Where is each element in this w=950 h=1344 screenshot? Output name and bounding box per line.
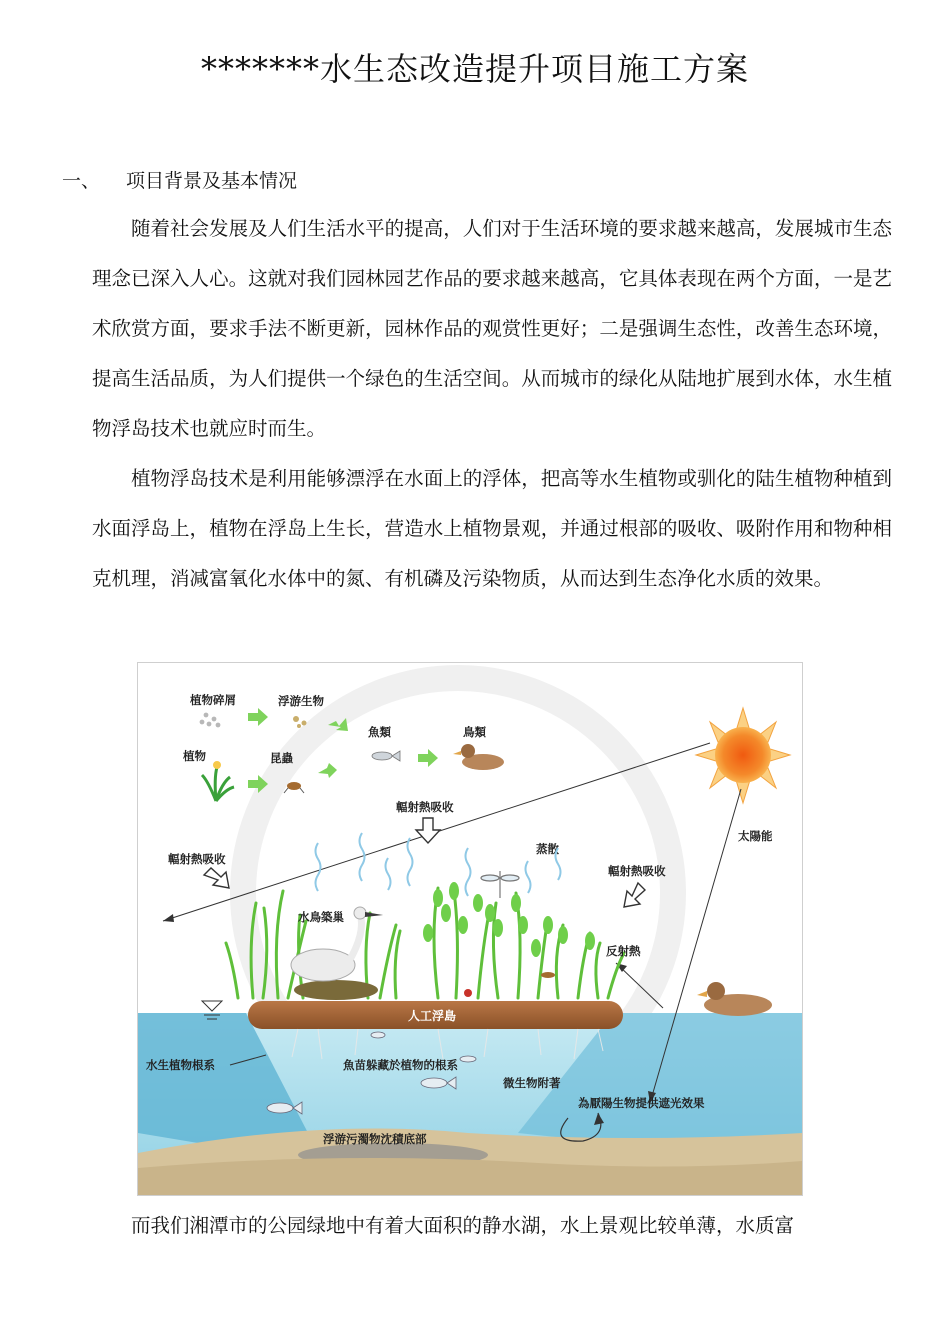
duck-icon-small [453,744,504,770]
label-insects: 昆蟲 [270,751,293,765]
label-evaporation: 蒸散 [536,842,559,856]
label-floating-island: 人工浮島 [408,1009,457,1023]
label-fry-hide: 魚苗躲藏於植物的根系 [343,1058,458,1072]
floating-island-ecosystem-diagram [137,662,803,1196]
radiant-arrow-right [624,883,645,907]
duck-icon-water [697,982,772,1016]
label-shade-effect: 為厭陽生物提供遮光效果 [578,1096,705,1110]
section-heading [62,166,297,193]
label-microbes: 微生物附著 [503,1076,561,1090]
cricket-icon [541,972,555,978]
paragraph-xiangtan-lakes: 而我们湘潭市的公园绿地中有着大面积的静水湖，水上景观比较单薄，水质富 [131,1214,795,1237]
label-radiant-heat-left: 輻射熱吸收 [168,852,226,866]
label-radiant-heat-top: 輻射熱吸收 [396,800,454,814]
bird-nest [294,980,378,1000]
fish-icon [372,751,400,761]
plant-leaves [423,882,595,957]
label-plant-debris: 植物碎屑 [190,693,236,707]
label-sediment: 浮游污濁物沈積底部 [323,1132,427,1146]
label-radiant-heat-right: 輻射熱吸收 [608,864,666,878]
label-reflected-heat: 反射熱 [606,944,641,958]
plant-icon [202,767,234,801]
ladybug-icon [464,989,472,997]
sun-icon [696,708,790,803]
label-bird-nest: 水鳥築巢 [298,910,344,924]
label-plankton: 浮游生物 [278,694,324,708]
label-fish: 魚類 [368,725,391,739]
section-number: 一、 [62,170,101,192]
paragraph-floating-island-tech: 植物浮岛技术是利用能够漂浮在水面上的浮体，把高等水生植物或驯化的陆生植物种植到水面浮岛上，植物在浮岛上生长，营造水上植物景观，并通过根部的吸收、吸附作用和物种相克机理，消减富氧化水体中的氮、有机磷及污染物质，从而达到生态净化水质的效果。 [92,467,892,590]
radiant-arrow-top [416,818,440,843]
section-title: 项目背景及基本情况 [126,170,298,192]
paragraph-background: 随着社会发展及人们生活水平的提高，人们对于生活环境的要求越来越高，发展城市生态理念已深入人心。这就对我们园林园艺作品的要求越来越高，它具体表现在两个方面，一是艺术欣赏方面，要求手法不断更新，园林作品的观赏性更好；二是强调生态性，改善生态环境，提高生活品质，为人们提供一个绿色的生活空间。从而城市的绿化从陆地扩展到水体，水生植物浮岛技术也就应时而生。 [92,217,892,440]
document-title: *******水生态改造提升项目施工方案 [200,50,749,88]
label-plants: 植物 [183,749,206,763]
label-birds: 鳥類 [463,725,486,739]
radiant-arrow-left [204,868,229,888]
label-aquatic-roots: 水生植物根系 [146,1058,215,1072]
dragonfly-icon [481,871,519,898]
label-solar-energy: 太陽能 [738,829,773,843]
debris-dots-icon [200,713,221,728]
